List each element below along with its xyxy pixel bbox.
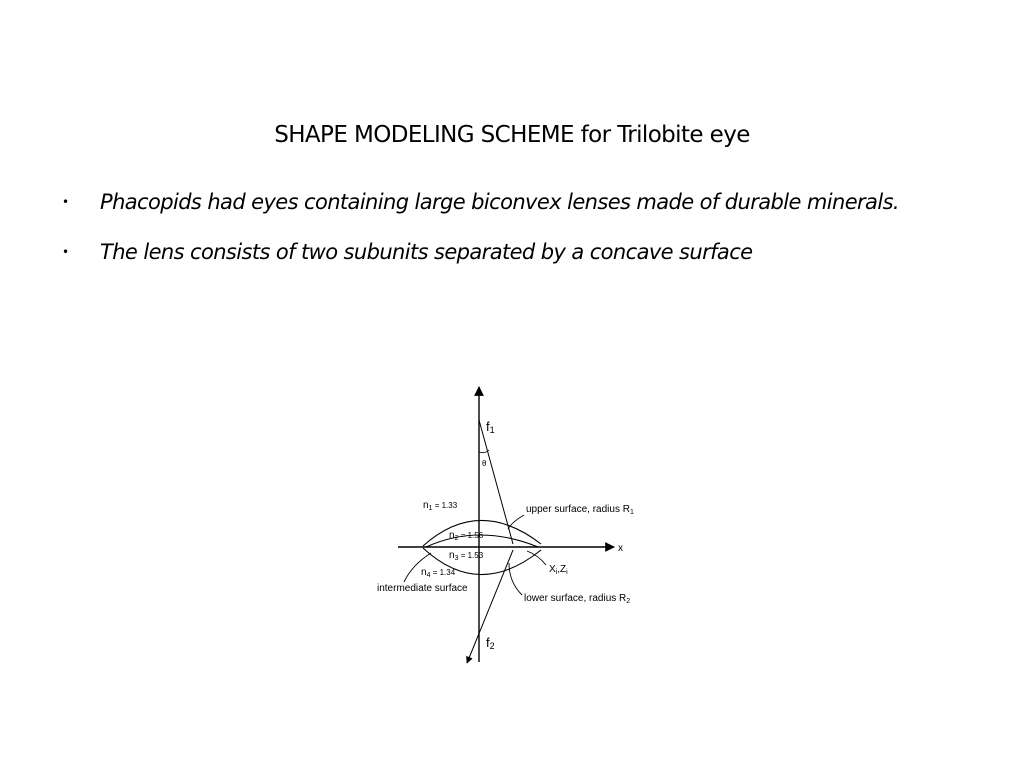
- n2-label: $n_2$ $^{= 1.56}$: [449, 530, 484, 542]
- upper-surface-label: upper surface, radius $R_1$: [526, 504, 634, 516]
- focal-point-f2-label: f2: [486, 635, 495, 651]
- slide-title: SHAPE MODELING SCHEME for Trilobite eye: [274, 122, 750, 148]
- ray-from-f1: [479, 420, 513, 544]
- bullet-dot-icon: •: [62, 245, 69, 259]
- x-axis-label: x: [618, 543, 623, 554]
- bullet-text: Phacopids had eyes containing large biconvex lenses made of durable minerals.: [100, 190, 899, 214]
- intermediate-surface-label: intermediate surface: [377, 583, 468, 594]
- lower-surface-label: lower surface, radius $R_2$: [524, 593, 631, 605]
- theta-label: θ: [482, 459, 487, 468]
- focal-point-f1-label: f1: [486, 419, 495, 435]
- n1-label: $n_1$ $^{= 1.33}$: [423, 500, 458, 512]
- bullet-dot-icon: •: [62, 195, 69, 209]
- bullet-text: The lens consists of two subunits separated by a concave surface: [100, 240, 753, 264]
- point-xi-zi-label: $X_i,Z_i$: [549, 564, 568, 576]
- upper-surface-leader: [508, 515, 524, 529]
- n3-label: $n_3$ $^{= 1.53}$: [449, 550, 484, 562]
- n4-label: $n_4$ $^{= 1.34}$: [421, 567, 456, 579]
